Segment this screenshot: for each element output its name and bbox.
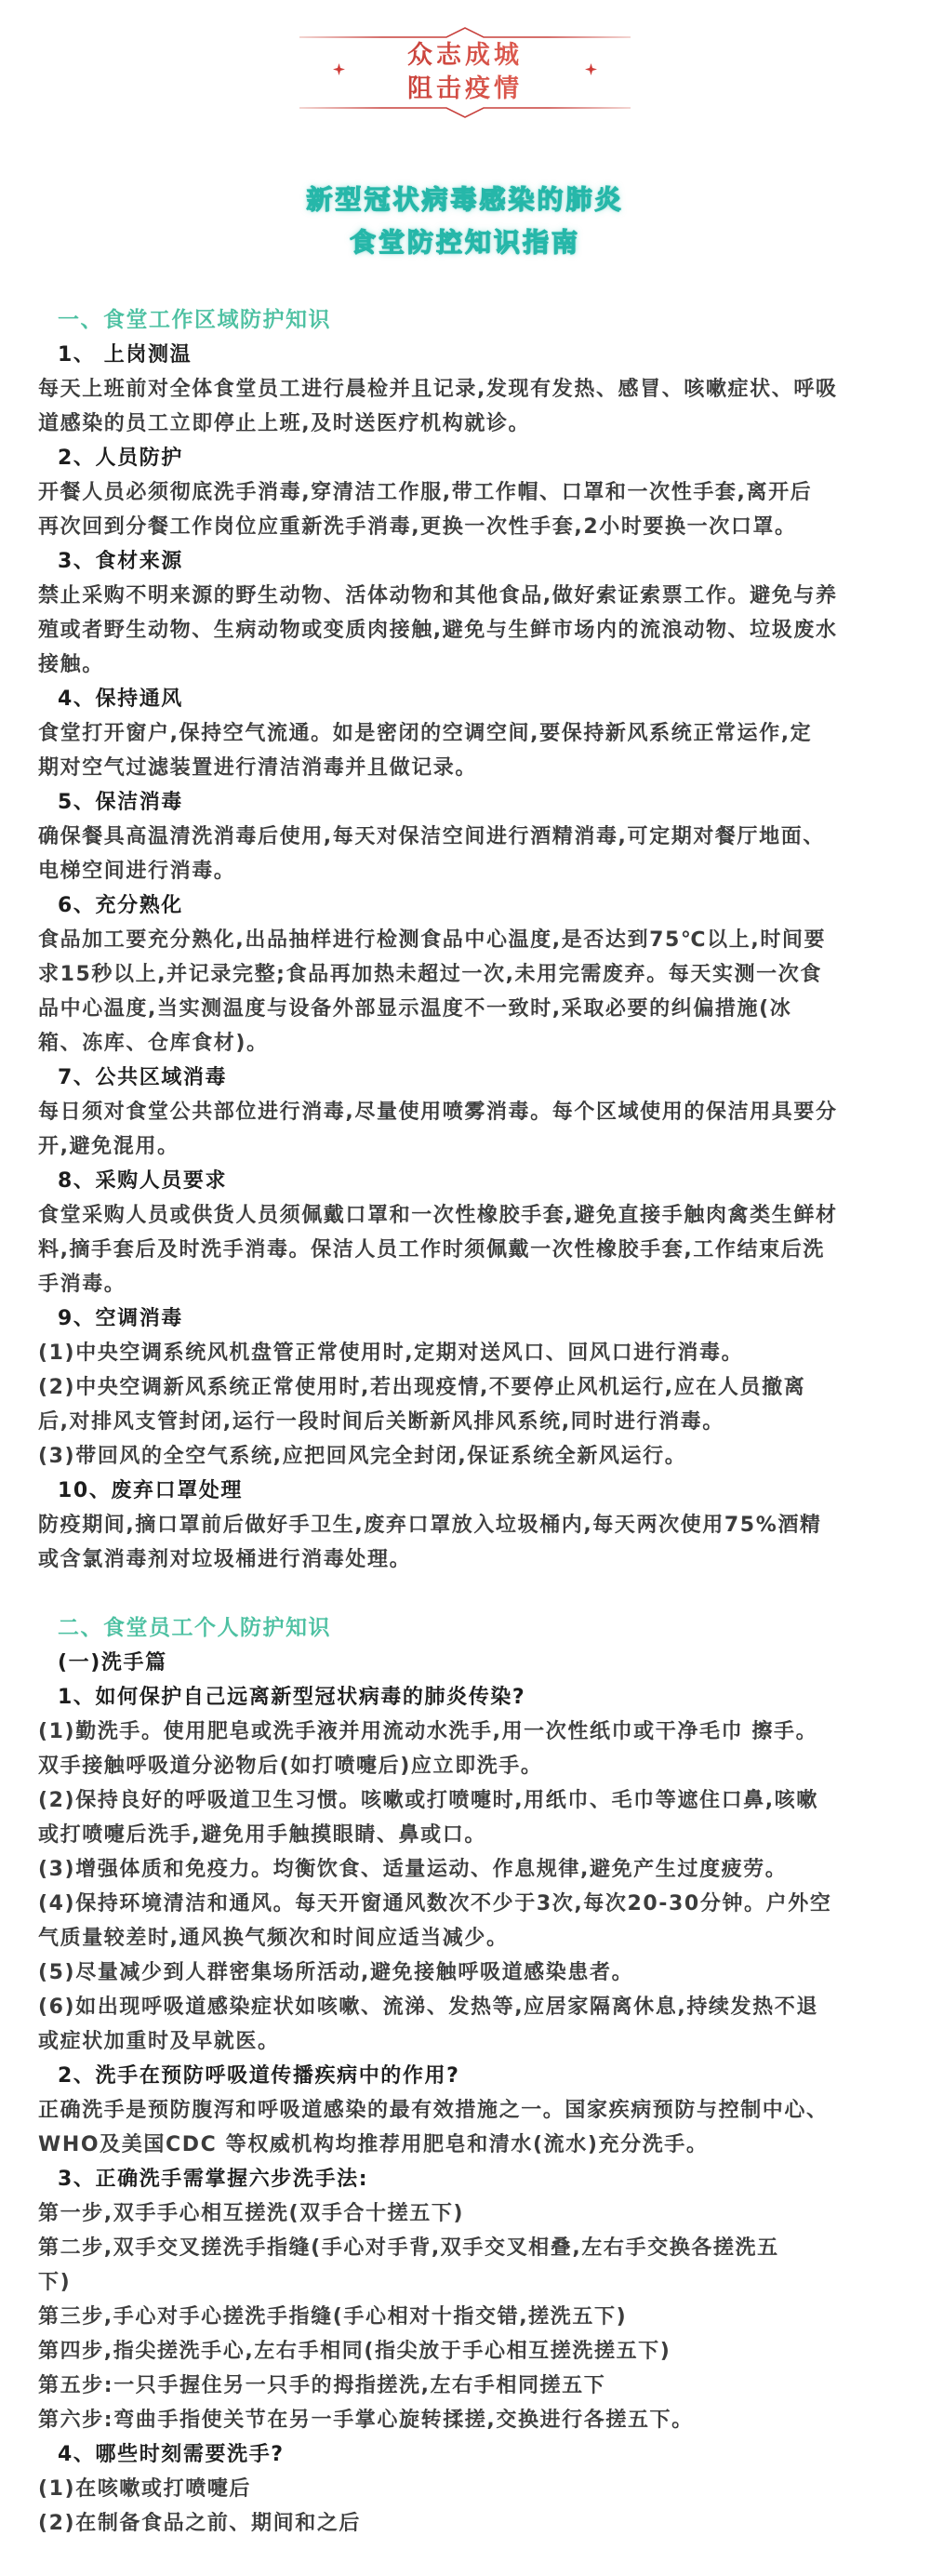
banner-slogan-line1: 众志成城 xyxy=(299,39,631,73)
page-title xyxy=(0,179,930,264)
body-line: 接触。 xyxy=(38,653,104,676)
body-line: 确保餐具高温清洗消毒后使用,每天对保洁空间进行酒精消毒,可定期对餐厅地面、 xyxy=(38,825,825,848)
page-title-line1: 新型冠状病毒感染的肺炎 xyxy=(306,184,624,215)
body-line: 食堂采购人员或供货人员须佩戴口罩和一次性橡胶手套,避免直接手触肉禽类生鲜材 xyxy=(38,1204,838,1227)
body-line: (2)在制备食品之前、期间和之后 xyxy=(38,2512,362,2535)
item-title: 4、哪些时刻需要洗手? xyxy=(58,2443,285,2466)
sparkle-diamond-icon xyxy=(333,63,345,75)
body-line: 第二步,双手交叉搓洗手指缝(手心对手背,双手交叉相叠,左右手交换各搓洗五 xyxy=(38,2236,779,2260)
body-line: 开,避免混用。 xyxy=(38,1135,179,1158)
banner-top-border xyxy=(299,26,631,39)
banner-slogan-line2: 阻击疫情 xyxy=(299,73,631,106)
body-line: (1)勤洗手。使用肥皂或洗手液并用流动水洗手,用一次性纸巾或干净毛巾 擦手。 xyxy=(38,1720,818,1743)
item-title: 6、充分熟化 xyxy=(58,894,183,917)
body-line: (1)在咳嗽或打喷嚏后 xyxy=(38,2477,252,2501)
body-line: 或症状加重时及早就医。 xyxy=(38,2030,280,2053)
body-line: 第三步,手心对手心搓洗手指缝(手心相对十指交错,搓洗五下) xyxy=(38,2305,628,2329)
body-line: 求15秒以上,并记录完整;食品再加热未超过一次,未用完需废弃。每天实测一次食 xyxy=(38,963,822,986)
body-line: 后,对排风支管封闭,运行一段时间后关断新风排风系统,同时进行消毒。 xyxy=(38,1410,724,1434)
article-content xyxy=(0,303,930,2541)
item-title: 1、 上岗测温 xyxy=(58,343,193,367)
item-title: 7、公共区域消毒 xyxy=(58,1066,228,1089)
body-line: 手消毒。 xyxy=(38,1273,126,1296)
body-line: 第四步,指尖搓洗手心,左右手相同(指尖放于手心相互搓洗搓五下) xyxy=(38,2340,671,2363)
body-line: (4)保持环境清洁和通风。每天开窗通风数次不少于3次,每次20-30分钟。户外空 xyxy=(38,1892,832,1915)
body-line: 每天上班前对全体食堂员工进行晨检并且记录,发现有发热、感冒、咳嗽症状、呼吸 xyxy=(38,378,838,401)
page-title-line2: 食堂防控知识指南 xyxy=(349,227,580,258)
sparkle-diamond-icon xyxy=(585,63,597,75)
body-line: 下) xyxy=(38,2271,72,2294)
body-line: 正确洗手是预防腹泻和呼吸道感染的最有效措施之一。国家疾病预防与控制中心、 xyxy=(38,2099,829,2122)
body-line: (3)增强体质和免疫力。均衡饮食、适量运动、作息规律,避免产生过度疲劳。 xyxy=(38,1858,788,1881)
body-line: 道感染的员工立即停止上班,及时送医疗机构就诊。 xyxy=(38,412,531,435)
body-line: 殖或者野生动物、生病动物或变质肉接触,避免与生鲜市场内的流浪动物、垃圾废水 xyxy=(38,619,838,642)
body-line: 料,摘手套后及时洗手消毒。保洁人员工作时须佩戴一次性橡胶手套,工作结束后洗 xyxy=(38,1238,825,1261)
body-line: 每日须对食堂公共部位进行消毒,尽量使用喷雾消毒。每个区域使用的保洁用具要分 xyxy=(38,1101,838,1124)
item-title: 3、食材来源 xyxy=(58,550,183,573)
banner xyxy=(299,26,631,119)
body-line: WHO及美国CDC 等权威机构均推荐用肥皂和清水(流水)充分洗手。 xyxy=(38,2133,709,2156)
item-title: (一)洗手篇 xyxy=(58,1651,167,1675)
body-line: (5)尽量减少到人群密集场所活动,避免接触呼吸道感染患者。 xyxy=(38,1961,634,1984)
item-title: 4、保持通风 xyxy=(58,687,183,711)
section-heading: 二、食堂员工个人防护知识 xyxy=(58,1616,331,1640)
body-line: (3)带回风的全空气系统,应把回风完全封闭,保证系统全新风运行。 xyxy=(38,1445,687,1468)
section-heading: 一、食堂工作区域防护知识 xyxy=(58,308,331,332)
body-line: 品中心温度,当实测温度与设备外部显示温度不一致时,采取必要的纠偏措施(冰 xyxy=(38,997,792,1021)
body-line: 第五步:一只手握住另一只手的拇指搓洗,左右手相同搓五下 xyxy=(38,2374,606,2397)
item-title: 8、采购人员要求 xyxy=(58,1169,228,1193)
body-line: 或打喷嚏后洗手,避免用手触摸眼睛、鼻或口。 xyxy=(38,1823,486,1847)
item-title: 1、如何保护自己远离新型冠状病毒的肺炎传染? xyxy=(58,1686,526,1709)
item-title: 3、正确洗手需掌握六步洗手法: xyxy=(58,2168,369,2191)
body-line: 禁止采购不明来源的野生动物、活体动物和其他食品,做好索证索票工作。避免与养 xyxy=(38,584,838,607)
body-line: 食堂打开窗户,保持空气流通。如是密闭的空调空间,要保持新风系统正常运作,定 xyxy=(38,722,813,745)
body-line: (6)如出现呼吸道感染症状如咳嗽、流涕、发热等,应居家隔离休息,持续发热不退 xyxy=(38,1995,818,2019)
body-line: 食品加工要充分熟化,出品抽样进行检测食品中心温度,是否达到75℃以上,时间要 xyxy=(38,928,827,952)
body-line: 再次回到分餐工作岗位应重新洗手消毒,更换一次性手套,2小时要换一次口罩。 xyxy=(38,515,797,539)
body-line: 气质量较差时,通风换气频次和时间应适当减少。 xyxy=(38,1927,509,1950)
section xyxy=(38,303,893,1577)
body-line: (2)保持良好的呼吸道卫生习惯。咳嗽或打喷嚏时,用纸巾、毛巾等遮住口鼻,咳嗽 xyxy=(38,1789,818,1812)
body-line: 开餐人员必须彻底洗手消毒,穿清洁工作服,带工作帽、口罩和一次性手套,离开后 xyxy=(38,481,813,504)
item-title: 2、人员防护 xyxy=(58,447,183,470)
body-line: 电梯空间进行消毒。 xyxy=(38,860,236,883)
body-line: (1)中央空调系统风机盘管正常使用时,定期对送风口、回风口进行消毒。 xyxy=(38,1341,744,1365)
body-line: 期对空气过滤装置进行清洁消毒并且做记录。 xyxy=(38,756,478,780)
banner-bottom-border xyxy=(299,106,631,119)
body-line: 第六步:弯曲手指使关节在另一手掌心旋转揉搓,交换进行各搓五下。 xyxy=(38,2409,694,2432)
item-title: 10、废弃口罩处理 xyxy=(58,1479,244,1502)
article-page xyxy=(0,26,930,2576)
item-title: 9、空调消毒 xyxy=(58,1307,183,1330)
body-line: 箱、冻库、仓库食材)。 xyxy=(38,1032,269,1055)
body-line: 防疫期间,摘口罩前后做好手卫生,废弃口罩放入垃圾桶内,每天两次使用75%酒精 xyxy=(38,1514,822,1537)
body-line: 或含氯消毒剂对垃圾桶进行消毒处理。 xyxy=(38,1548,412,1571)
body-line: 第一步,双手手心相互搓洗(双手合十搓五下) xyxy=(38,2202,465,2225)
item-title: 2、洗手在预防呼吸道传播疾病中的作用? xyxy=(58,2064,460,2088)
item-title: 5、保洁消毒 xyxy=(58,791,183,814)
body-line: 双手接触呼吸道分泌物后(如打喷嚏后)应立即洗手。 xyxy=(38,1755,543,1778)
section xyxy=(38,1611,893,2541)
body-line: (2)中央空调新风系统正常使用时,若出现疫情,不要停止风机运行,应在人员撤离 xyxy=(38,1376,806,1399)
